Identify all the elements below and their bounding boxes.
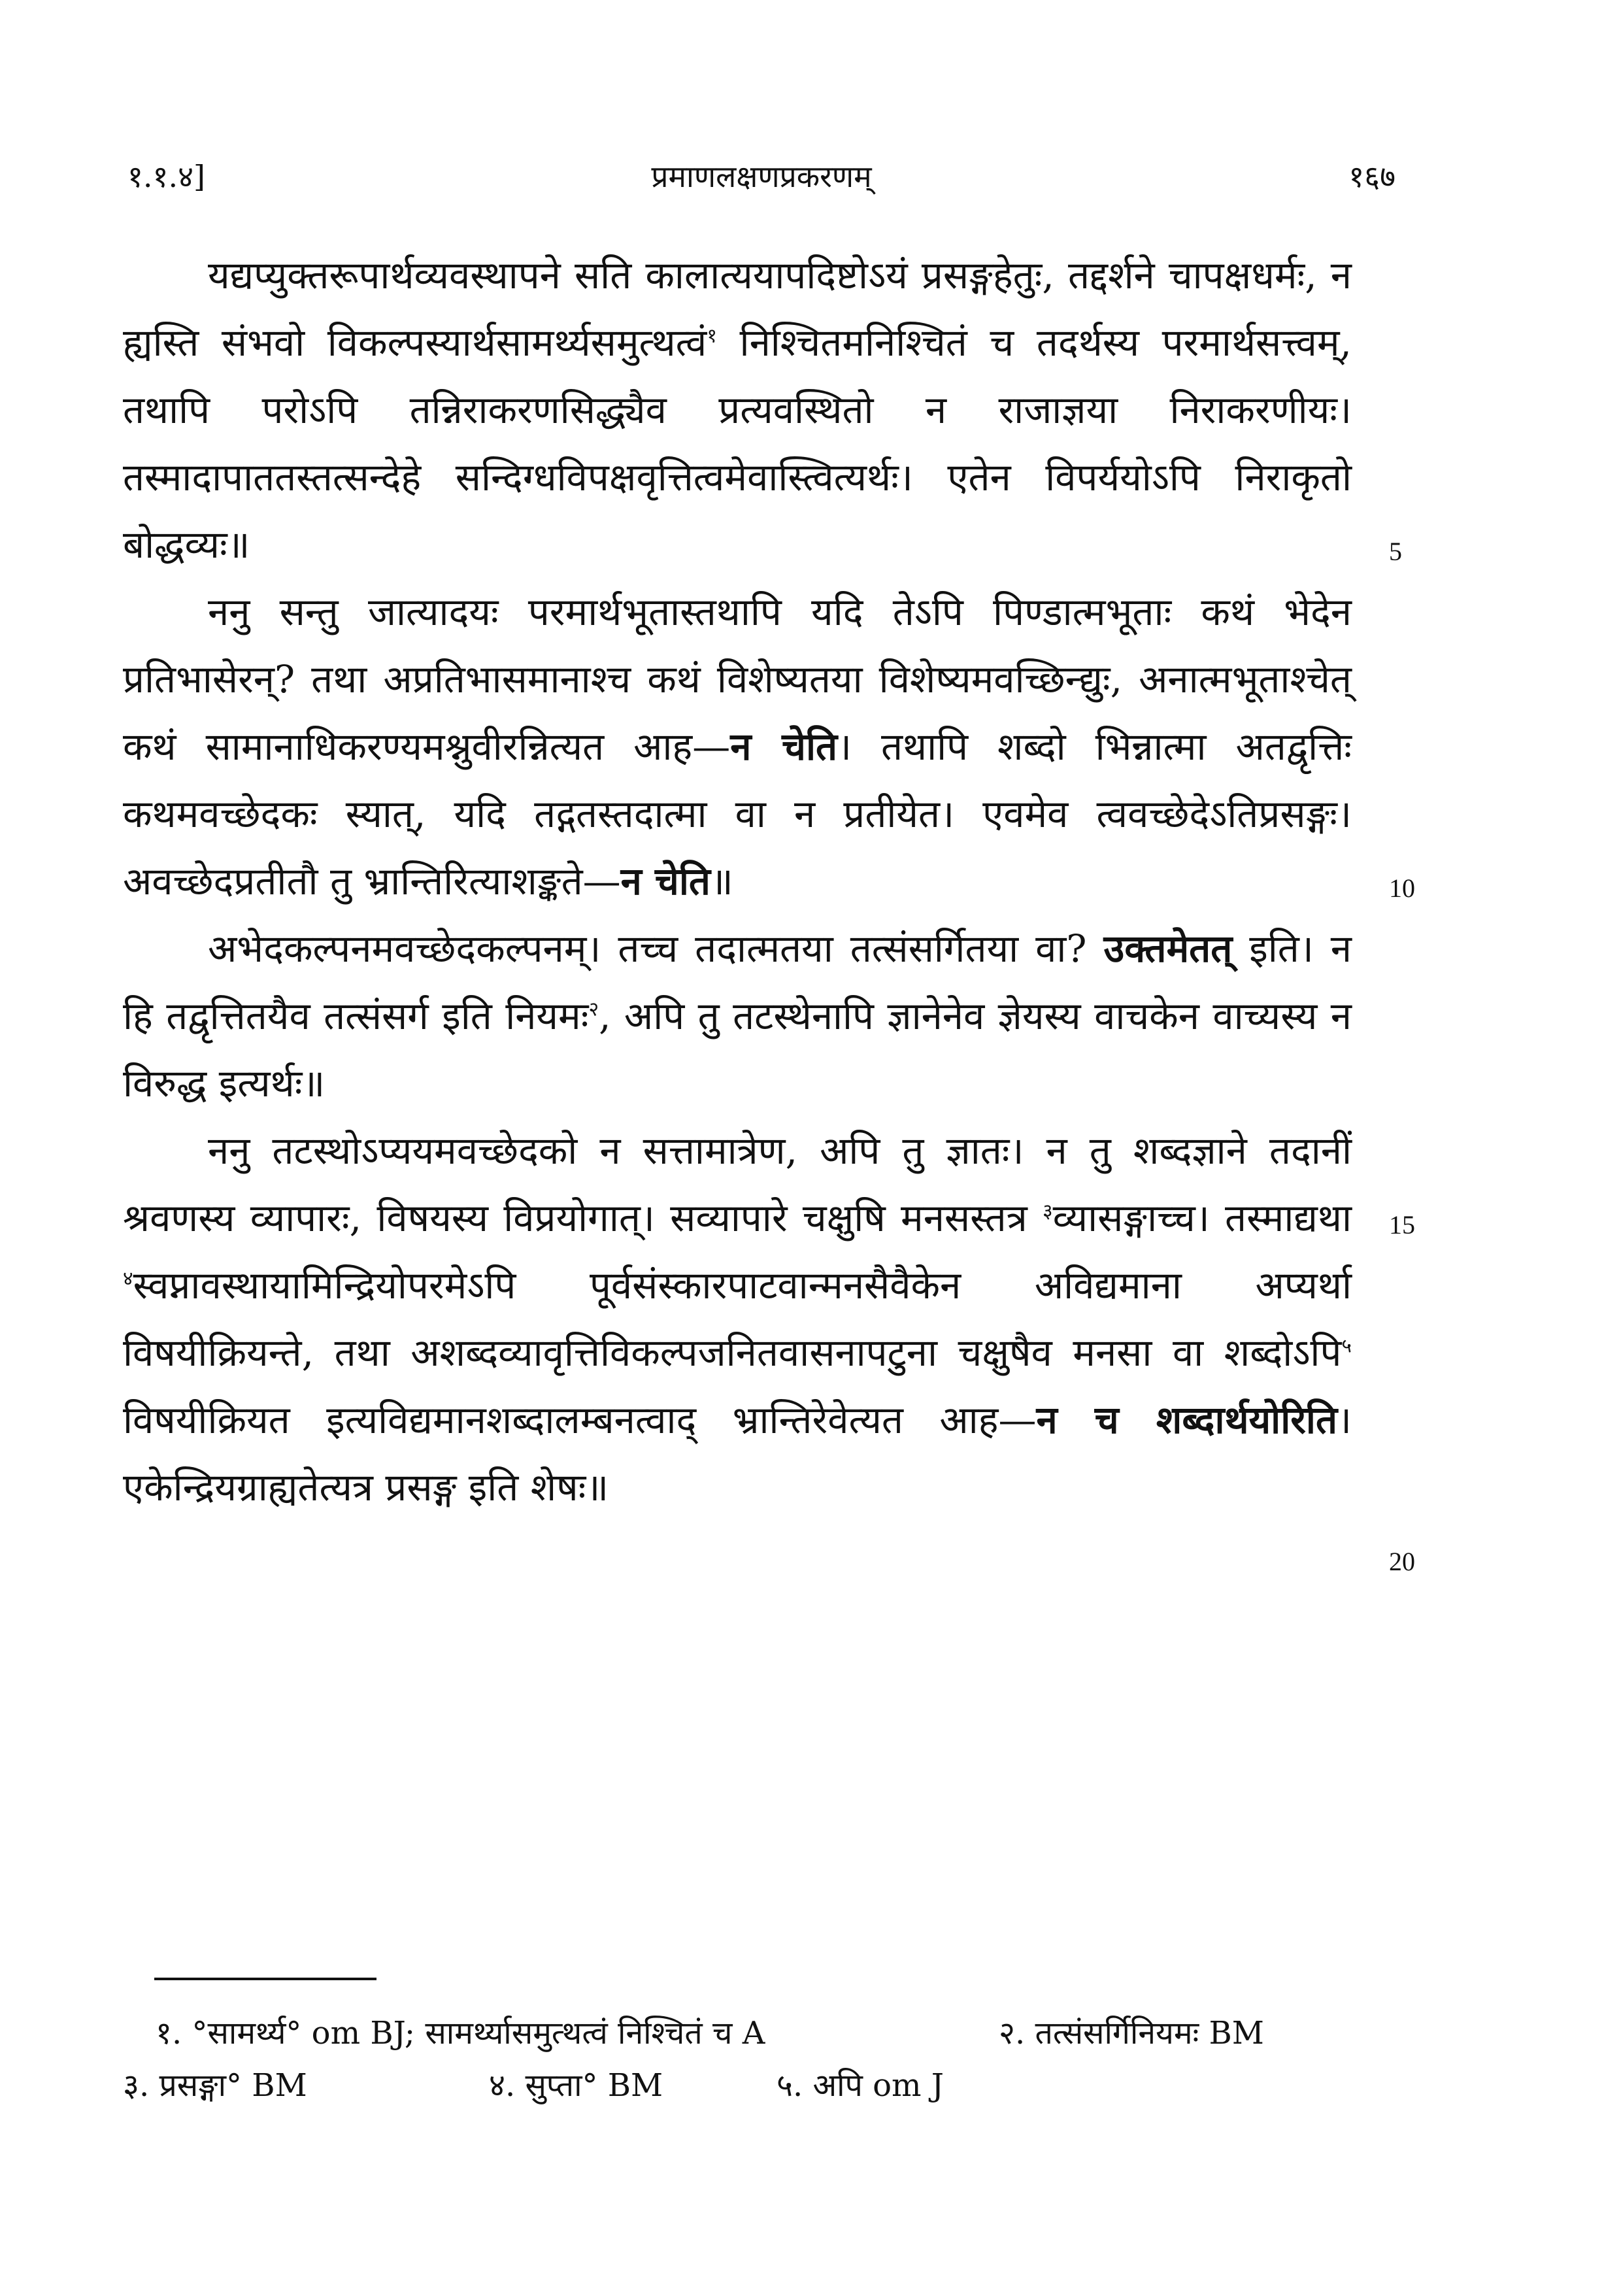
footnote: १. °सामर्थ्य° om BJ; सामर्थ्यासमुत्थत्वं निश्चितं च A	[156, 2015, 765, 2051]
line-number: 20	[1389, 1547, 1415, 1576]
footnote-row	[123, 2059, 1352, 2112]
text-run: ननु तटस्थोऽप्ययमवच्छेदको न सत्तामात्रेण, अपि तु ज्ञातः। न तु शब्दज्ञाने तदानीं श्रवणस्य व्यापारः, विषयस्य विप्रयोगात्। सव्यापारे चक्षुषि मनसस्तत्र	[123, 1128, 1352, 1240]
lemma-bold: न चेति	[620, 859, 710, 903]
footnote: २. तत्संसर्गिनियमः BM	[999, 2015, 1264, 2051]
paragraph	[123, 915, 1352, 1117]
footnote: ५. अपि om J	[777, 2067, 944, 2104]
footnote-marker: २	[588, 998, 599, 1021]
lemma-bold: उक्तमेतत्	[1103, 926, 1233, 971]
footnote-marker: ३	[1043, 1200, 1053, 1223]
text-run: स्वप्नावस्थायामिन्द्रियोपरमेऽपि पूर्वसंस्कारपाटवान्मनसैवैकेन अविद्यमाना अप्यर्था विषयीक्रियन्ते, तथा अशब्दव्यावृत्तिविकल्पजनितवासनापटुना चक्षुषैव मनसा वा शब्दोऽपि	[123, 1263, 1352, 1375]
running-header	[127, 156, 1395, 208]
footnote-marker: १	[707, 324, 717, 348]
text-run: यद्यप्युक्तरूपार्थव्यवस्थापने सति कालात्ययापदिष्टोऽयं प्रसङ्गहेतुः, तद्दर्शने चापक्षधर्मः, न ह्यस्ति संभवो विकल्पस्यार्थसामर्थ्यसमुत्थत्वं	[123, 253, 1352, 365]
page-number: १६७	[1348, 159, 1395, 194]
paragraph	[123, 579, 1352, 915]
lemma-bold: न च शब्दार्थयोरिति	[1036, 1398, 1338, 1442]
footnote-divider	[154, 1978, 376, 1980]
text-run: अभेदकल्पनमवच्छेदकल्पनम्। तच्च तदात्मतया तत्संसर्गितया वा?	[208, 926, 1104, 971]
line-number: 10	[1389, 873, 1415, 903]
footnote-marker: ४	[123, 1267, 133, 1291]
main-text	[123, 242, 1352, 1521]
footnote-row	[123, 2007, 1352, 2059]
lemma-bold: न चेति	[730, 724, 838, 769]
text-run: ॥	[710, 859, 733, 903]
page-title: प्रमाणलक्षणप्रकरणम्	[651, 159, 872, 194]
footnote: ४. सुप्ता° BM	[489, 2067, 663, 2104]
text-run: इति। न हि तद्वृत्तितयैव तत्संसर्ग इति नियमः	[123, 926, 1352, 1038]
text-run: । तथापि शब्दो भिन्नात्मा अतद्वृत्तिः कथमवच्छेदकः स्यात्, यदि तद्गतस्तदात्मा वा न प्रतीयेत। एवमेव त्ववच्छेदेऽतिप्रसङ्गः। अवच्छेदप्रतीतौ तु भ्रान्तिरित्याशङ्कते—	[123, 724, 1352, 903]
text-run: । एकेन्द्रियग्राह्यतेत्यत्र प्रसङ्ग इति शेषः॥	[123, 1398, 1352, 1510]
line-number: 5	[1389, 537, 1402, 566]
footnotes	[123, 2007, 1352, 2112]
paragraph	[123, 242, 1352, 579]
text-run: ननु सन्तु जात्यादयः परमार्थभूतास्तथापि यदि तेऽपि पिण्डात्मभूताः कथं भेदेन प्रतिभासेरन्? तथा अप्रतिभासमानाश्च कथं विशेष्यतया विशेष्यमवच्छिन्द्युः, अनात्मभूताश्चेत् कथं सामानाधिकरण्यमश्नुवीरन्नित्यत आह—	[123, 590, 1352, 769]
footnote: ३. प्रसङ्गा° BM	[123, 2067, 307, 2104]
text-run: विषयीक्रियत इत्यविद्यमानशब्दालम्बनत्वाद् भ्रान्तिरेवेत्यत आह—	[123, 1398, 1037, 1442]
footnote-marker: ५	[1341, 1334, 1352, 1358]
text-run: , अपि तु तटस्थेनापि ज्ञानेनेव ज्ञेयस्य वाचकेन वाच्यस्य न विरुद्ध इत्यर्थः॥	[123, 994, 1352, 1106]
paragraph	[123, 1117, 1352, 1521]
text-run: व्यासङ्गाच्च। तस्माद्यथा	[1052, 1196, 1352, 1240]
line-number: 15	[1389, 1210, 1415, 1240]
text-run: निश्चितमनिश्चितं च तदर्थस्य परमार्थसत्त्वम्, तथापि परोऽपि तन्निराकरणसिद्ध्यैव प्रत्यवस्थितो न राजाज्ञया निराकरणीयः। तस्मादापाततस्तत्सन्देहे सन्दिग्धविपक्षवृत्तित्वमेवास्त्वित्यर्थः। एतेन विपर्ययोऽपि निराकृतो बोद्धव्यः॥	[123, 320, 1352, 567]
section-reference: १.१.४]	[127, 159, 205, 194]
